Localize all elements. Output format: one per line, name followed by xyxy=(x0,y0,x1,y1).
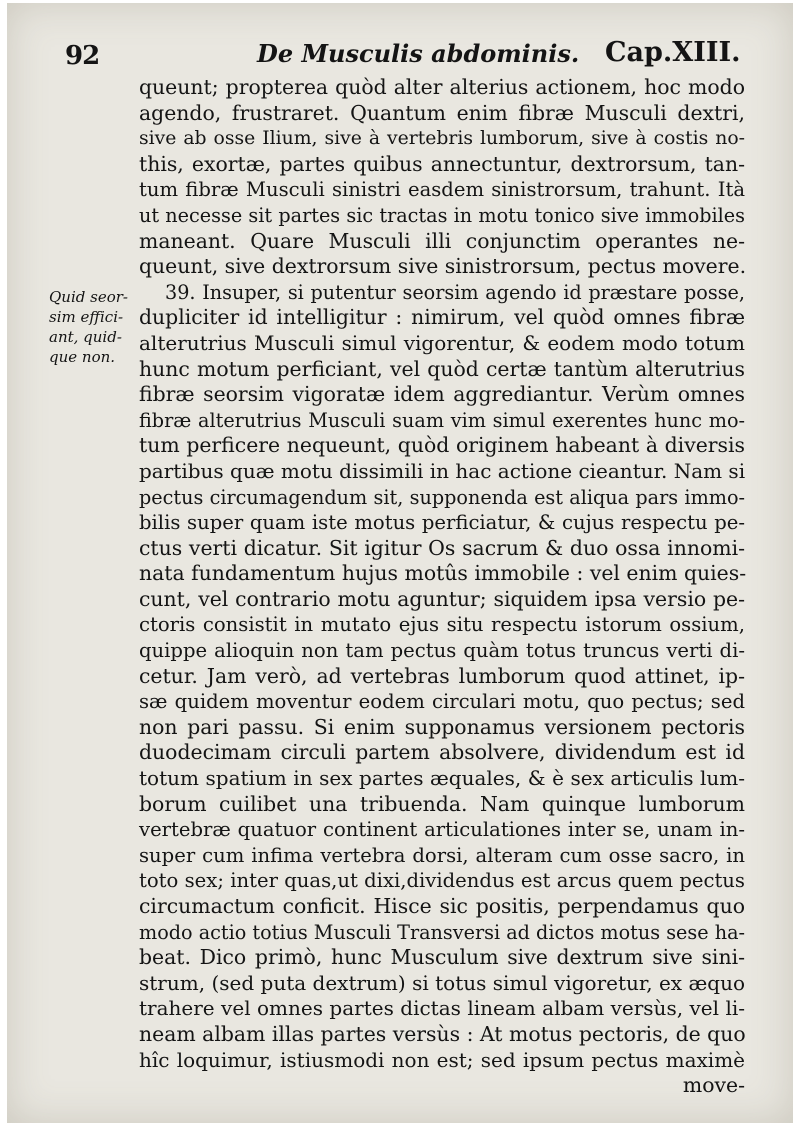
text-line: modo actio totius Musculi Transversi ad dictos motus sese ha- xyxy=(139,920,745,944)
margin-note-line: ant, quid- xyxy=(49,328,122,346)
page-header xyxy=(7,33,793,73)
text-line: toto sex; inter quas,ut dixi,dividendus est arcus quem pectus xyxy=(139,869,745,893)
catchword: move- xyxy=(682,1073,745,1098)
text-line: queunt; propterea quòd alter alterius actionem, hoc modo xyxy=(139,75,745,99)
text-line: 39. Insuper, si putentur seorsim agendo id præstare posse, xyxy=(165,280,745,304)
margin-note xyxy=(49,287,141,367)
text-line: maneant. Quare Musculi illi conjunctim operantes ne- xyxy=(139,228,745,253)
text-line: circumactum conficit. Hisce sic positis, perpendamus quo xyxy=(139,894,745,918)
text-line: ut necesse sit partes sic tractas in motu tonico sive immobiles xyxy=(139,203,745,227)
text-line: trahere vel omnes partes dictas lineam albam versùs, vel li- xyxy=(139,996,745,1021)
text-line: partibus quæ motu dissimili in hac actione cieantur. Nam si xyxy=(139,458,746,483)
margin-note-line: que non. xyxy=(49,348,116,366)
text-line: tum fibræ Musculi sinistri easdem sinistrorsum, trahunt. Ità xyxy=(139,178,745,202)
text-line: pectus circumagendum sit, supponenda est aliqua pars immo- xyxy=(139,485,745,509)
text-line: quippe alioquin non tam pectus quàm totus truncus verti di- xyxy=(139,639,745,663)
text-line: non pari passu. Si enim supponamus versionem pectoris xyxy=(139,714,745,739)
text-line: vertebræ quatuor continent articulationes inter se, unam in- xyxy=(139,818,745,842)
margin-note-line: sim effici- xyxy=(49,308,124,326)
text-line: nata fundamentum hujus motûs immobile : vel enim quies- xyxy=(139,561,747,586)
text-line: neam albam illas partes versùs : At motus pectoris, de quo xyxy=(139,1021,746,1046)
text-line: sive ab osse Ilium, sive à vertebris lumborum, sive à costis no- xyxy=(139,128,745,150)
text-line: sæ quidem moventur eodem circulari motu, quo pectus; sed xyxy=(139,690,745,714)
text-line: ctus verti dicatur. Sit igitur Os sacrum & duo ossa innomi- xyxy=(139,535,745,560)
text-line: cunt, vel contrario motu aguntur; siquidem ipsa versio pe- xyxy=(139,586,745,611)
text-line: super cum infima vertebra dorsi, alteram cum osse sacro, in xyxy=(139,843,745,867)
text-line: dupliciter id intelligitur : nimirum, vel quòd omnes fibræ xyxy=(139,305,745,330)
text-line: beat. Dico primò, hunc Musculum sive dextrum sive sini- xyxy=(139,945,745,970)
running-title: De Musculis abdominis. xyxy=(257,39,580,68)
text-line: hunc motum perficiant, vel quòd certæ tantùm alterutrius xyxy=(139,356,745,381)
body-text xyxy=(139,75,745,1099)
text-line: alterutrius Musculi simul vigorentur, & eodem modo totum xyxy=(139,330,745,355)
document-page xyxy=(7,3,793,1123)
page-number: 92 xyxy=(65,41,100,71)
margin-note-line: Quid seor- xyxy=(49,288,128,306)
text-line: this, exortæ, partes quibus annectuntur, dextrorsum, tan- xyxy=(139,151,745,176)
text-line: cetur. Jam verò, ad vertebras lumborum quod attinet, ip- xyxy=(139,663,745,688)
text-line: tum perficere nequeunt, quòd originem habeant à diversis xyxy=(139,433,745,458)
text-line: ctoris consistit in mutato ejus situ respectu istorum ossium, xyxy=(139,613,745,637)
text-line: bilis super quam iste motus perficiatur, & cujus respectu pe- xyxy=(139,511,745,535)
text-line: totum spatium in sex partes æquales, & è sex articulis lum- xyxy=(139,766,745,791)
chapter-heading: Cap.XIII. xyxy=(605,37,741,68)
text-line: queunt, sive dextrorsum sive sinistrorsum, pectus movere. xyxy=(139,254,747,279)
text-line: strum, (sed puta dextrum) si totus simul vigoretur, ex æquo xyxy=(139,970,745,995)
text-line: duodecimam circuli partem absolvere, dividendum est id xyxy=(139,740,745,765)
text-line: fibræ seorsim vigoratæ idem aggrediantur. Verùm omnes xyxy=(139,382,745,407)
text-line: fibræ alterutrius Musculi suam vim simul exerentes hunc mo- xyxy=(139,408,745,432)
text-line: hîc loquimur, istiusmodi non est; sed ipsum pectus maximè xyxy=(139,1047,745,1072)
text-line: borum cuilibet una tribuenda. Nam quinque lumborum xyxy=(139,791,745,816)
text-line: agendo, frustraret. Quantum enim fibræ Musculi dextri, xyxy=(139,100,745,125)
